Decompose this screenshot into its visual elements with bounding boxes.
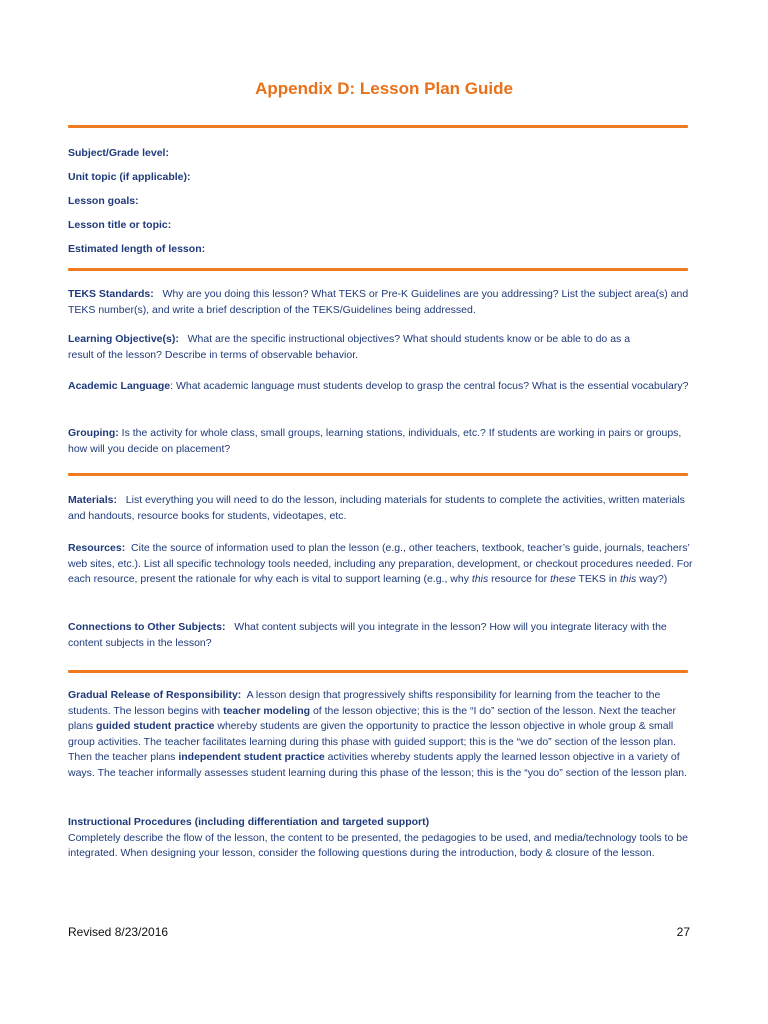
connections-paragraph <box>68 620 698 651</box>
page-number: 27 <box>676 925 690 939</box>
connections-text: What content subjects will you integrate in the lesson? How will you integrate literacy with the content subjects in the lesson? <box>68 621 667 649</box>
grouping-text: Is the activity for whole class, small groups, learning stations, individuals, etc.? If students are working in pairs or groups, how will you decide on placement? <box>68 427 682 455</box>
resources-emphasis-3: this <box>619 573 637 585</box>
resources-text-3: TEKS in <box>575 573 620 585</box>
lesson-info-fields <box>68 146 205 266</box>
academic-label: Academic Language <box>68 380 171 392</box>
resources-label: Resources: <box>68 542 126 554</box>
field-unit-topic: Unit topic (if applicable): <box>68 171 191 183</box>
academic-language-paragraph <box>68 379 698 395</box>
gradual-bold-1: teacher modeling <box>223 704 311 717</box>
teks-text: Why are you doing this lesson? What TEKS or Pre-K Guidelines are you addressing? List the subject area(s) and TEKS number(s), and write a brief description of the TEKS/Guidelines being addressed. <box>68 288 689 316</box>
divider <box>68 473 688 476</box>
connections-label: Connections to Other Subjects: <box>68 621 226 633</box>
objectives-text: What are the specific instructional objectives? What should students know or be able to do as a result of the lesson? Describe in terms of observable behavior. <box>68 333 631 361</box>
gradual-bold-3: independent student practice <box>178 751 325 763</box>
resources-paragraph <box>68 541 698 588</box>
gradual-bold-2: guided student practice <box>96 720 215 732</box>
gradual-text-1: A lesson design that progressively shifts responsibility for learning from the teacher to the students. The lesson begins with <box>68 689 661 717</box>
materials-text: List everything you will need to do the lesson, including materials for students to complete the activities, written materials and handouts, resource books for students, videotapes, etc. <box>68 494 685 522</box>
divider <box>68 125 688 128</box>
field-subject-grade: Subject/Grade level: <box>68 147 169 159</box>
field-lesson-title: Lesson title or topic: <box>68 219 172 231</box>
gradual-text-4: activities whereby students apply the learned lesson objective in a variety of ways. The teacher informally assesses student learning during this phase of the lesson; this is the “you do” section of the lesson plan. <box>68 751 688 779</box>
teks-label: TEKS Standards: <box>68 288 154 300</box>
learning-objectives-paragraph <box>68 332 638 363</box>
instructional-label: Instructional Procedures (including differentiation and targeted support) <box>68 816 430 828</box>
divider <box>68 670 688 673</box>
resources-text-4: way?) <box>636 573 668 585</box>
gradual-text-3: whereby students are given the opportunity to practice the lesson objective in whole group & small group activities. The teacher facilitates learning during this phase with guided support; this is the “we do” section of the lesson plan. Then the teacher plans <box>68 720 676 763</box>
materials-label: Materials: <box>68 494 118 506</box>
gradual-text-2: of the lesson objective; this is the “I do” section of the lesson. Next the teacher plans <box>68 704 676 732</box>
teks-standards-paragraph <box>68 287 698 318</box>
objectives-label: Learning Objective(s): <box>68 333 179 345</box>
academic-text: : What academic language must students develop to grasp the central focus? What is the essential vocabulary? <box>170 380 689 392</box>
divider <box>68 268 688 271</box>
page-title: Appendix D: Lesson Plan Guide <box>255 79 513 98</box>
grouping-paragraph <box>68 426 698 457</box>
resources-text-1: Cite the source of information used to plan the lesson (e.g., other teachers, textbook, teacher’s guide, journals, teachers’ web sites, etc.). List all specific technology tools needed, including any preparation, development, or checkout procedures needed. For each resource, present the rationale for why each is vital to support learning (e.g., why <box>68 542 693 585</box>
revised-date: Revised 8/23/2016 <box>68 925 169 939</box>
resources-emphasis-2: these <box>550 573 576 585</box>
materials-paragraph <box>68 493 698 524</box>
resources-text-2: resource for <box>488 573 551 585</box>
gradual-release-paragraph <box>68 688 698 781</box>
field-estimated-length: Estimated length of lesson: <box>68 243 206 255</box>
resources-emphasis-1: this <box>471 573 489 585</box>
grouping-label: Grouping: <box>68 427 119 439</box>
instructional-text: Completely describe the flow of the lesson, the content to be presented, the pedagogies to be used, and media/technology tools to be integrated. When designing your lesson, consider the following questions during the introduction, body & closure of the lesson. <box>68 831 688 859</box>
instructional-procedures-paragraph <box>68 815 698 862</box>
field-lesson-goals: Lesson goals: <box>68 195 139 207</box>
gradual-label: Gradual Release of Responsibility: <box>68 689 242 701</box>
